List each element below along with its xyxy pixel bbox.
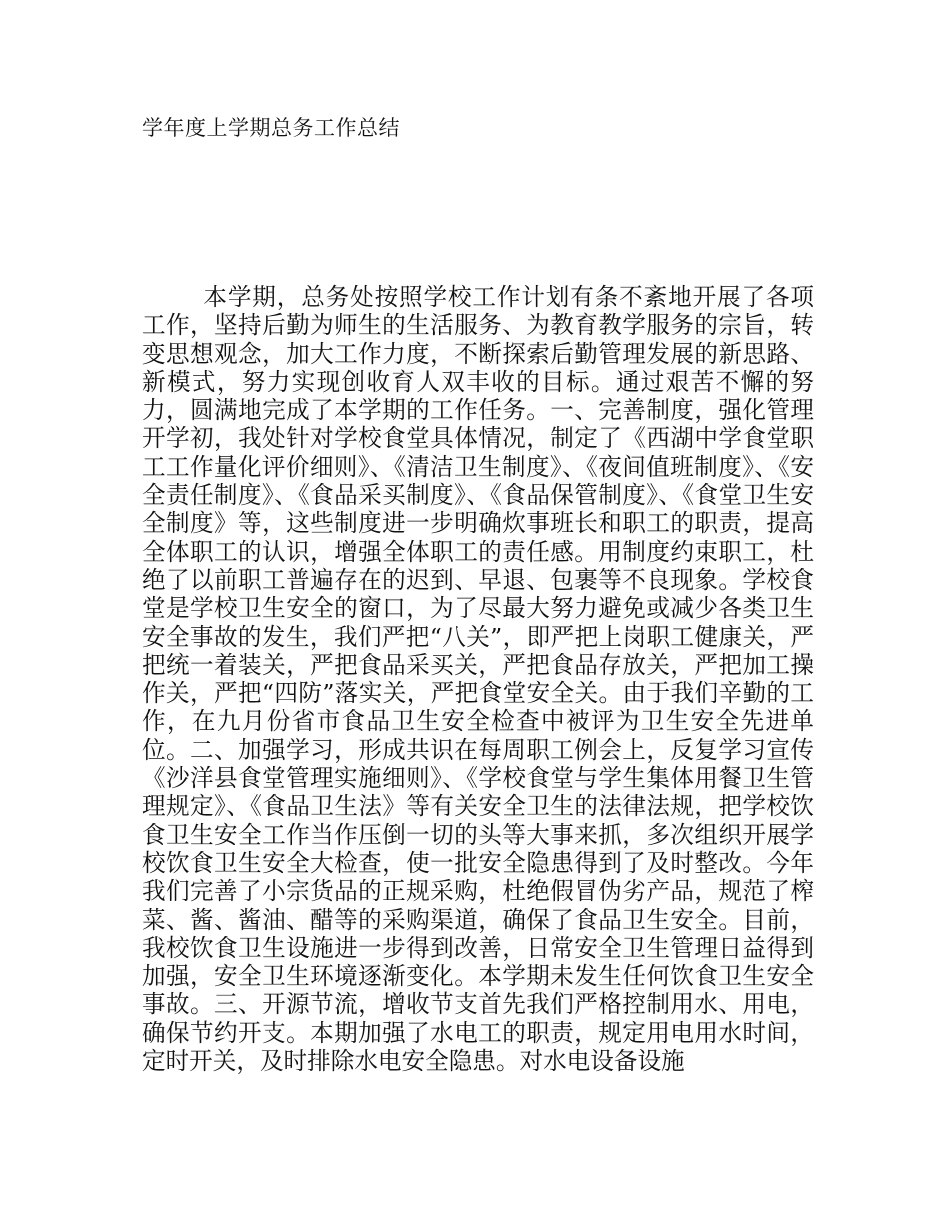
document-body-paragraph: 本学期，总务处按照学校工作计划有条不紊地开展了各项工作，坚持后勤为师生的生活服务、为教育教学服务的宗旨，转变思想观念，加大工作力度，不断探索后勤管理发展的新思路、新模式，努力实现创收育人双丰收的目标。通过艰苦不懈的努力，圆满地完成了本学期的工作任务。一、完善制度，强化管理开学初，我处针对学校食堂具体情况，制定了《西湖中学食堂职工工作量化评价细则》、《清洁卫生制度》、《夜间值班制度》、《安全责任制度》、《食品采买制度》、《食品保管制度》、《食堂卫生安全制度》等，这些制度进一步明确炊事班长和职工的职责，提高全体职工的认识，增强全体职工的责任感。用制度约束职工，杜绝了以前职工普遍存在的迟到、早退、包裹等不良现象。学校食堂是学校卫生安全的窗口，为了尽最大努力避免或减少各类卫生安全事故的发生，我们严把“八关”，即严把上岗职工健康关，严把统一着装关，严把食品采买关，严把食品存放关，严把加工操作关，严把“四防”落实关，严把食堂安全关。由于我们辛勤的工作，在九月份省市食品卫生安全检查中被评为卫生安全先进单位。二、加强学习，形成共识在每周职工例会上，反复学习宣传《沙洋县食堂管理实施细则》、《学校食堂与学生集体用餐卫生管理规定》、《食品卫生法》等有关安全卫生的法律法规，把学校饮食卫生安全工作当作压倒一切的头等大事来抓，多次组织开展学校饮食卫生安全大检查，使一批安全隐患得到了及时整改。今年我们完善了小宗货品的正规采购，杜绝假冒伪劣产品，规范了榨菜、酱、酱油、醋等的采购渠道，确保了食品卫生安全。目前，我校饮食卫生设施进一步得到改善，日常安全卫生管理日益得到加强，安全卫生环境逐渐变化。本学期未发生任何饮食卫生安全事故。三、开源节流，增收节支首先我们严格控制用水、用电，确保节约开支。本期加强了水电工的职责，规定用电用水时间，定时开关，及时排除水电安全隐患。对水电设备设施 [142, 283, 814, 1076]
document-title: 学年度上学期总务工作总结 [142, 116, 400, 140]
